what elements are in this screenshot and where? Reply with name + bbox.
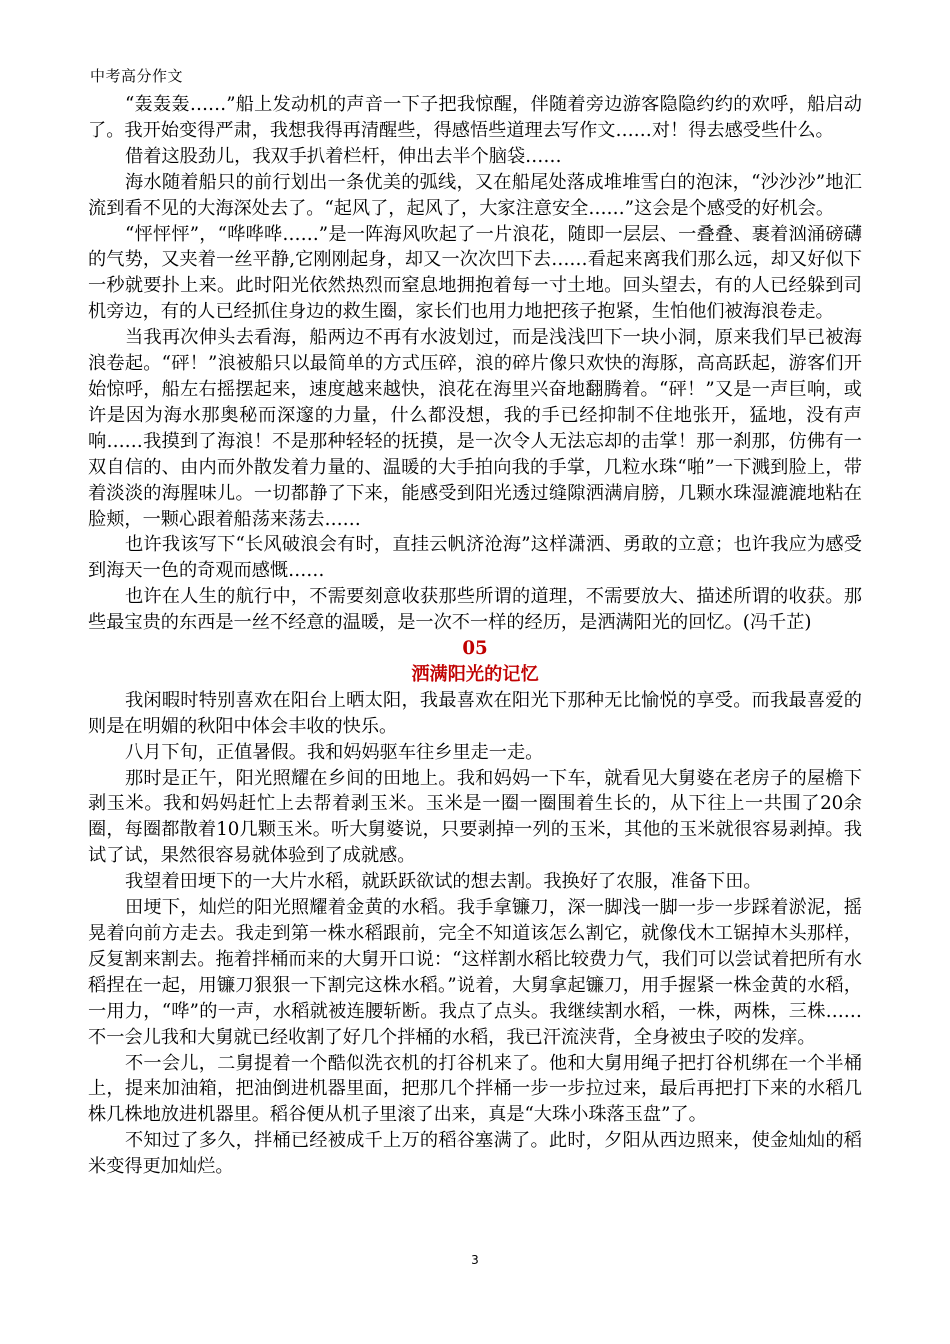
- section-title: 洒满阳光的记忆: [411, 663, 539, 685]
- section-number: 05: [462, 638, 488, 660]
- paragraph: 借着这股劲儿，我双手扒着栏杆，伸出去半个脑袋……: [125, 145, 562, 167]
- paragraph: 也许在人生的航行中，不需要刻意收获那些所谓的道理，不需要放大、描述所谓的收获。那些最宝贵的东西是一丝不经意的温暖，是一次不一样的经历，是洒满阳光的回忆。(冯千芷): [88, 586, 862, 634]
- paragraph: “轰轰轰……”船上发动机的声音一下子把我惊醒，伴随着旁边游客隐隐约约的欢呼，船启动了。我开始变得严肃，我想我得再清醒些，得感悟些道理去写作文……对！得去感受些什么。: [88, 94, 862, 141]
- paragraph: 不一会儿，二舅提着一个酷似洗衣机的打谷机来了。他和大舅用绳子把打谷机绑在一个半桶上，提来加油箱，把油倒进机器里面，把那几个拌桶一步一步拉过来，最后再把打下来的水稻几株几株地放进机器里。稻谷便从机子里滚了出来，真是“大珠小珠落玉盘”了。: [88, 1052, 862, 1126]
- paragraph: 田埂下，灿烂的阳光照耀着金黄的水稻。我手拿镰刀，深一脚浅一脚一步一步踩着淤泥，摇晃着向前方走去。我走到第一株水稻跟前，完全不知道该怎么割它，就像伐木工锯掉木头那样，反复割来割去。拖着拌桶而来的大舅开口说：“这样割水稻比较费力气，我们可以尝试着把所有水稻捏在一起，用镰刀狠狠一下割完这株水稻。”说着，大舅拿起镰刀，用手握紧一株金黄的水稻，一用力，“哗”的一声，水稻就被连腰斩断。我点了点头。我继续割水稻，一株，两株，三株……不一会儿我和大舅就已经收割了好几个拌桶的水稻，我已汗流浃背，全身被虫子咬的发痒。: [88, 897, 862, 1048]
- page-number: 3: [471, 1253, 479, 1267]
- paragraph: 那时是正午，阳光照耀在乡间的田地上。我和妈妈一下车，就看见大舅婆在老房子的屋檐下剥玉米。我和妈妈赶忙上去帮着剥玉米。玉米是一圈一圈围着生长的，从下往上一共围了20余圈，每圈都散着10几颗玉米。听大舅婆说，只要剥掉一列的玉米，其他的玉米就很容易剥掉。我试了试，果然很容易就体验到了成就感。: [88, 767, 862, 867]
- article-body: [88, 92, 862, 1180]
- paragraph: “怦怦怦”，“哗哗哗……”是一阵海风吹起了一片浪花，随即一层层、一叠叠、裹着汹涌磅礴的气势，又夹着一丝平静,它刚刚起身，却又一次次凹下去……看起来离我们那么远，却又好似下一秒就要扑上来。此时阳光依然热烈而窒息地拥抱着每一寸土地。回头望去，有的人已经躲到司机旁边，有的人已经抓住身边的救生圈，家长们也用力地把孩子抱紧，生怕他们被海浪卷走。: [88, 223, 862, 323]
- paragraph: 我望着田埂下的一大片水稻，就跃跃欲试的想去割。我换好了农服，准备下田。: [125, 871, 762, 893]
- paragraph: 八月下旬，正值暑假。我和妈妈驱车往乡里走一走。: [125, 741, 544, 763]
- paragraph: 当我再次伸头去看海，船两边不再有水波划过，而是浅浅凹下一块小洞，原来我们早已被海浪卷起。“砰！”浪被船只以最简单的方式压碎，浪的碎片像只欢快的海豚，高高跃起，游客们开始惊呼，船左右摇摆起来，速度越来越快，浪花在海里兴奋地翻腾着。“砰！”又是一声巨响，或许是因为海水那奥秘而深邃的力量，什么都没想，我的手已经抑制不住地张开，猛地，没有声响……我摸到了海浪！不是那种轻轻的抚摸，是一次令人无法忘却的击掌！那一刹那，仿佛有一双自信的、由内而外散发着力量的、温暖的大手拍向我的手掌，几粒水珠“啪”一下溅到脸上，带着淡淡的海腥味儿。一切都静了下来，能感受到阳光透过缝隙洒满肩膀，几颗水珠湿漉漉地粘在脸颊，一颗心跟着船荡来荡去……: [88, 327, 862, 530]
- paragraph: 我闲暇时特别喜欢在阳台上晒太阳，我最喜欢在阳光下那种无比愉悦的享受。而我最喜爱的则是在明媚的秋阳中体会丰收的快乐。: [88, 689, 862, 737]
- running-header: 中考高分作文: [90, 67, 184, 85]
- paragraph: 海水随着船只的前行划出一条优美的弧线，又在船尾处落成堆堆雪白的泡沫，“沙沙沙”地汇流到看不见的大海深处去了。“起风了，起风了，大家注意安全……”这会是个感受的好机会。: [88, 171, 862, 219]
- paragraph: 也许我该写下“长风破浪会有时，直挂云帆济沧海”这样潇洒、勇敢的立意；也许我应为感受到海天一色的奇观而感慨……: [88, 534, 862, 582]
- paragraph: 不知过了多久，拌桶已经被成千上万的稻谷塞满了。此时，夕阳从西边照来，使金灿灿的稻米变得更加灿烂。: [88, 1130, 862, 1178]
